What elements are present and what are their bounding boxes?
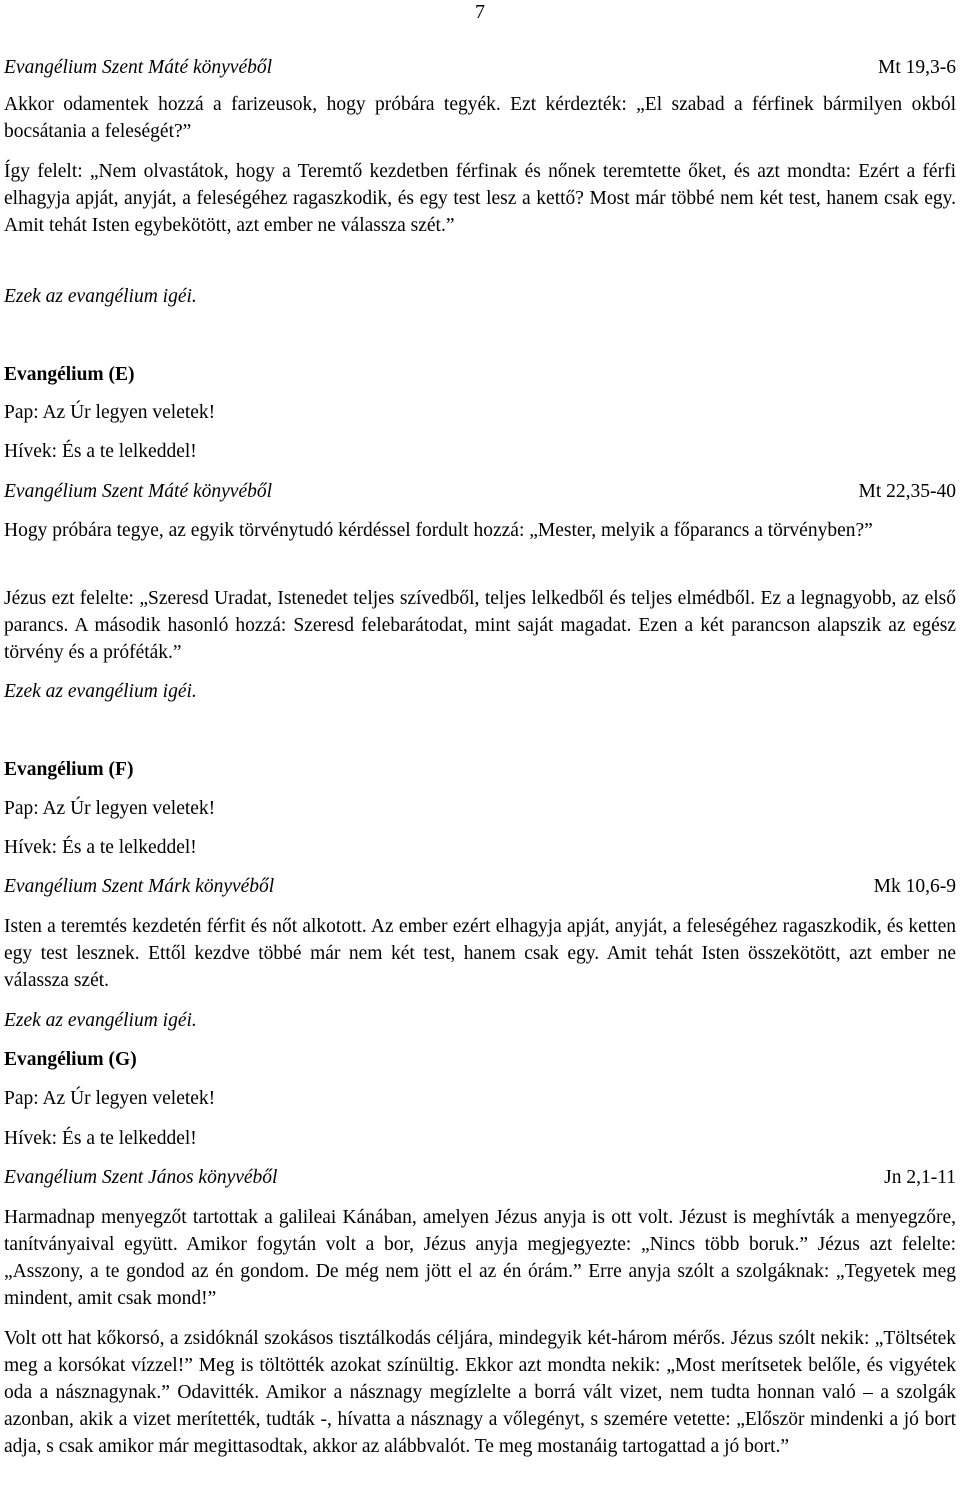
priest-line: Pap: Az Úr legyen veletek!: [4, 1088, 216, 1109]
section-heading: Evangélium (E): [4, 364, 135, 385]
source-line: [4, 54, 956, 81]
source-line: [4, 478, 956, 505]
scripture-reference: Jn 2,1-11: [884, 1167, 956, 1188]
gospel-source: Evangélium Szent Márk könyvéből: [4, 876, 275, 897]
closing-line: Ezek az evangélium igéi.: [4, 1010, 197, 1031]
paragraph: Jézus ezt felelte: „Szeresd Uradat, Istenedet teljes szívedből, teljes lelkedből és teljes elmédből. Ez a legnagyobb, az első parancs. A második hasonló hozzá: Szeresd felebarátodat, mint saját magadat. Ezen a két parancson alapszik az egész törvény és a próféták.”: [4, 588, 956, 663]
priest-line: Pap: Az Úr legyen veletek!: [4, 402, 216, 423]
gospel-source: Evangélium Szent Máté könyvéből: [4, 481, 273, 502]
section-heading: Evangélium (F): [4, 759, 134, 780]
section-heading: Evangélium (G): [4, 1049, 137, 1070]
scripture-reference: Mt 22,35-40: [858, 481, 956, 502]
source-line: [4, 1164, 956, 1191]
paragraph: Így felelt: „Nem olvastátok, hogy a Teremtő kezdetben férfinak és nőnek teremtette őket, és azt mondta: Ezért a férfi elhagyja apját, anyját, a feleségéhez ragaszkodik, és egy test lesz a kettő? Most már többé nem két test, hanem csak egy. Amit tehát Isten egybekötött, azt ember ne válassza szét.”: [4, 161, 956, 236]
faithful-line: Hívek: És a te lelkeddel!: [4, 1128, 197, 1149]
faithful-line: Hívek: És a te lelkeddel!: [4, 837, 197, 858]
scripture-reference: Mk 10,6-9: [873, 876, 956, 897]
priest-line: Pap: Az Úr legyen veletek!: [4, 798, 216, 819]
source-line: [4, 873, 956, 900]
paragraph: Hogy próbára tegye, az egyik törvénytudó kérdéssel fordult hozzá: „Mester, melyik a főparancs a törvényben?”: [4, 520, 873, 541]
page-number: 7: [475, 1, 485, 23]
paragraph: Volt ott hat kőkorsó, a zsidóknál szokásos tisztálkodás céljára, mindegyik két-három mérős. Jézus szólt nekik: „Töltsétek meg a korsókat vízzel!” Meg is töltötték azokat színültig. Ekkor azt mondta nekik: „Most merítsetek belőle, és vigyétek oda a násznagynak.” Odavitték. Amikor a násznagy megízlelte a borrá vált vizet, nem tudta honnan való – a szolgák azonban, akik a vizet merítették, tudták -, hívatta a násznagy a vőlegényt, s szemére vetette: „Először mindenki a jó bort adja, s csak amikor már megittasodtak, akkor az alábbvalót. Te meg mostanáig tartogattad a jó bort.”: [4, 1328, 956, 1457]
paragraph: Isten a teremtés kezdetén férfit és nőt alkotott. Az ember ezért elhagyja apját, anyját, a feleségéhez ragaszkodik, és ketten egy test lesznek. Ettől kezdve többé már nem két test, hanem csak egy. Amit tehát Isten összekötött, azt ember ne válassza szét.: [4, 916, 956, 991]
paragraph: Akkor odamentek hozzá a farizeusok, hogy próbára tegyék. Ezt kérdezték: „El szabad a férfinek bármilyen okból bocsátania a feleségét?”: [4, 94, 956, 142]
paragraph: Harmadnap menyegzőt tartottak a galileai Kánában, amelyen Jézus anyja is ott volt. Jézust is meghívták a menyegzőre, tanítványaival együtt. Amikor fogytán volt a bor, Jézus anyja megjegyezte: „Nincs több boruk.” Jézus azt felelte: „Asszony, a te gondod az én gondom. De még nem jött el az én órám.” Erre anyja szólt a szolgáknak: „Tegyetek meg mindent, amit csak mond!”: [4, 1207, 956, 1309]
gospel-source: Evangélium Szent János könyvéből: [4, 1167, 278, 1188]
scripture-reference: Mt 19,3-6: [878, 57, 956, 78]
closing-line: Ezek az evangélium igéi.: [4, 681, 197, 702]
gospel-source: Evangélium Szent Máté könyvéből: [4, 57, 273, 78]
closing-line: Ezek az evangélium igéi.: [4, 286, 197, 307]
faithful-line: Hívek: És a te lelkeddel!: [4, 441, 197, 462]
